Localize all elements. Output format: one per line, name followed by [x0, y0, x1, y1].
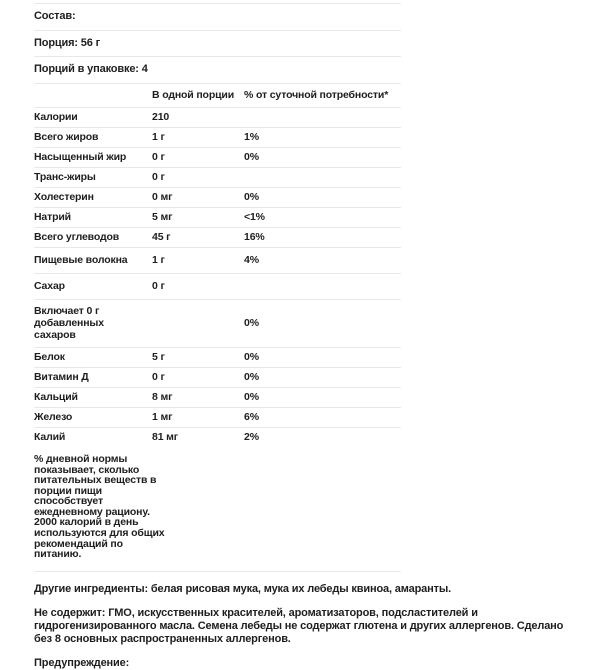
nutrition-row	[34, 147, 401, 167]
nutrition-row	[34, 167, 401, 187]
not-contains-text: Не содержит: ГМО, искусственных красителей, ароматизаторов, подсластителей и гидрогенизированного масла. Семена лебеды не содержат глютена и других аллергенов. Сделано без 8 основных распространенных аллергенов.	[34, 606, 564, 645]
nutrition-cell-amount: 0 г	[152, 170, 165, 183]
nutrition-cell-amount: 210	[152, 110, 170, 123]
nutrition-cell-label: Пищевые волокна	[34, 253, 128, 266]
nutrition-cell-dv: 0%	[244, 350, 259, 363]
serving-info	[34, 3, 401, 84]
nutrition-cell-dv: 1%	[244, 130, 259, 143]
nutrition-cell-amount: 0 г	[152, 370, 165, 383]
nutrition-cell-dv	[244, 167, 401, 187]
nutrition-cell-dv: 0%	[244, 190, 259, 203]
daily-value-footnote-wrap	[34, 447, 401, 572]
nutrition-cell-dv: 0%	[244, 370, 259, 383]
nutrition-row	[34, 299, 401, 347]
nutrition-cell-dv: 16%	[244, 230, 265, 243]
nutrition-table-header	[34, 84, 401, 108]
nutrition-cell-label: Транс-жиры	[34, 170, 96, 183]
nutrition-cell-dv: <1%	[244, 210, 265, 223]
nutrition-cell-amount: 1 мг	[152, 410, 173, 423]
nutrition-row	[34, 207, 401, 227]
nutrition-row	[34, 187, 401, 207]
nutrition-cell-dv	[244, 107, 401, 127]
nutrition-cell-amount: 0 г	[152, 150, 165, 163]
nutrition-cell-amount: 8 мг	[152, 390, 173, 403]
nutrition-row	[34, 427, 401, 447]
nutrition-cell-label: Включает 0 г добавленных сахаров	[34, 304, 104, 341]
nutrition-cell-amount: 0 г	[152, 279, 165, 292]
nutrition-cell-label: Сахар	[34, 279, 65, 292]
nutrition-cell-label: Всего углеводов	[34, 230, 120, 243]
nutrition-cell-amount: 1 г	[152, 130, 165, 143]
nutrition-cell-label: Белок	[34, 350, 65, 363]
header-per-serving: В одной порции	[152, 84, 244, 108]
nutrition-cell-dv: 0%	[244, 390, 259, 403]
ingredients-and-warnings	[34, 572, 564, 670]
nutrition-cell-dv: 2%	[244, 430, 259, 443]
nutrition-cell-dv	[244, 273, 401, 299]
nutrition-cell-dv: 4%	[244, 253, 259, 266]
header-empty	[34, 84, 152, 108]
nutrition-cell-amount: 81 мг	[152, 430, 178, 443]
servings-per-container: Порций в упаковке: 4	[34, 57, 401, 84]
warning-label: Предупреждение:	[34, 656, 130, 669]
nutrition-cell-label: Железо	[34, 410, 73, 423]
other-ingredients-text: Другие ингредиенты: белая рисовая мука, мука их лебеды квиноа, амаранты.	[34, 582, 451, 595]
nutrition-row	[34, 347, 401, 367]
nutrition-cell-dv: 6%	[244, 410, 259, 423]
nutrition-cell-amount: 1 г	[152, 253, 165, 266]
nutrition-row	[34, 273, 401, 299]
nutrition-row	[34, 127, 401, 147]
composition-label: Состав:	[34, 4, 401, 31]
nutrition-cell-dv: 0%	[244, 150, 259, 163]
nutrition-cell-label: Насыщенный жир	[34, 150, 127, 163]
nutrition-row	[34, 107, 401, 127]
nutrition-table-body	[34, 107, 401, 447]
nutrition-cell-label: Натрий	[34, 210, 71, 223]
nutrition-cell-amount: 5 г	[152, 350, 165, 363]
nutrition-row	[34, 227, 401, 247]
nutrition-cell-amount: 45 г	[152, 230, 171, 243]
header-row	[34, 84, 401, 108]
nutrition-cell-label: Кальций	[34, 390, 78, 403]
header-daily-value: % от суточной потребности*	[244, 84, 401, 108]
nutrition-cell-dv: 0%	[244, 316, 259, 329]
nutrition-row	[34, 387, 401, 407]
nutrition-cell-label: Всего жиров	[34, 130, 99, 143]
daily-value-footnote: % дневной нормы показывает, сколько питательных веществ в порции пищи способствует ежедневному рациону. 2000 калорий в день используются для общих рекомендаций по питанию.	[34, 452, 165, 561]
nutrition-cell-amount: 5 мг	[152, 210, 173, 223]
nutrition-row	[34, 247, 401, 273]
serving-size: Порция: 56 г	[34, 31, 401, 58]
nutrition-table	[34, 84, 401, 447]
nutrition-cell-label: Витамин Д	[34, 370, 89, 383]
nutrition-cell-label: Холестерин	[34, 190, 94, 203]
nutrition-cell-amount: 0 мг	[152, 190, 173, 203]
nutrition-cell-amount	[152, 299, 244, 347]
nutrition-cell-label: Калории	[34, 110, 78, 123]
nutrition-row	[34, 367, 401, 387]
nutrition-cell-label: Калий	[34, 430, 66, 443]
nutrition-row	[34, 407, 401, 427]
